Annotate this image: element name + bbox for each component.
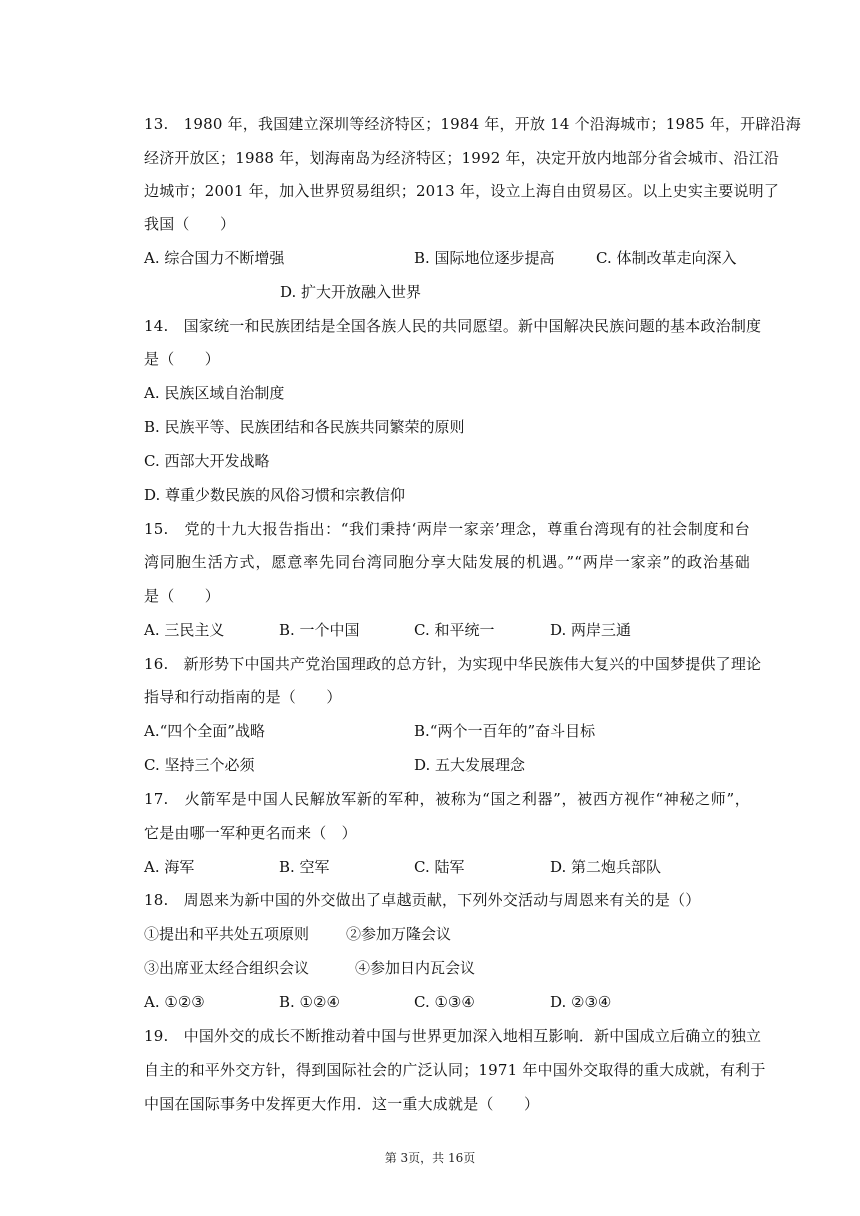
- q15-stem-line-2: 湾同胞生活方式，愿意率先同台湾同胞分享大陆发展的机遇。”“两岸一家亲”的政治基础: [144, 553, 750, 571]
- q18-item-4: ④参加日内瓦会议: [355, 959, 476, 977]
- q13-option-c: C. 体制改革走向深入: [596, 249, 737, 267]
- q18-item-1: ①提出和平共处五项原则: [144, 925, 310, 943]
- q17-stem-line-2: 它是由哪一军种更名而来（ ）: [144, 824, 357, 842]
- q15-option-d: D. 两岸三通: [550, 621, 632, 639]
- q17-option-c: C. 陆军: [414, 858, 465, 876]
- q14-option-b: B. 民族平等、民族团结和各民族共同繁荣的原则: [144, 418, 465, 436]
- q15-stem-line-3: 是（ ）: [144, 587, 221, 605]
- q17-option-b: B. 空军: [279, 858, 330, 876]
- q15-stem-line-1: 15. 党的十九大报告指出：“我们秉持‘两岸一家亲’理念，尊重台湾现有的社会制度和台: [144, 520, 750, 538]
- q14-option-d: D. 尊重少数民族的风俗习惯和宗教信仰: [144, 486, 406, 504]
- q16-stem-line-2: 指导和行动指南的是（ ）: [144, 688, 342, 706]
- q19-stem-line-2: 自主的和平外交方针，得到国际社会的广泛认同；1971 年中国外交取得的重大成就，有利于: [144, 1061, 766, 1079]
- q19-stem-line-3: 中国在国际事务中发挥更大作用．这一重大成就是（ ）: [144, 1095, 540, 1113]
- q18-option-b: B. ①②④: [279, 993, 340, 1011]
- q16-option-b: B.“两个一百年的”奋斗目标: [414, 722, 596, 740]
- q17-stem-line-1: 17. 火箭军是中国人民解放军新的军种，被称为“国之利器”，被西方视作“神秘之师”，: [144, 790, 750, 808]
- q16-stem-line-1: 16. 新形势下中国共产党治国理政的总方针，为实现中华民族伟大复兴的中国梦提供了理论: [144, 655, 762, 673]
- q15-option-a: A. 三民主义: [144, 621, 225, 639]
- q18-item-2: ②参加万隆会议: [346, 925, 452, 943]
- q18-item-3: ③出席亚太经合组织会议: [144, 959, 310, 977]
- q18-stem-line-1: 18. 周恩来为新中国的外交做出了卓越贡献，下列外交活动与周恩来有关的是（）: [144, 891, 701, 909]
- q17-option-d: D. 第二炮兵部队: [550, 858, 662, 876]
- q14-option-c: C. 西部大开发战略: [144, 452, 270, 470]
- page-number: 第 3页，共 16页: [384, 1151, 476, 1165]
- q16-option-d: D. 五大发展理念: [414, 756, 526, 774]
- q18-option-d: D. ②③④: [550, 993, 612, 1011]
- q14-stem-line-2: 是（ ）: [144, 350, 221, 368]
- q13-stem-line-1: 13. 1980 年，我国建立深圳等经济特区；1984 年，开放 14 个沿海城市；1985 年，开辟沿海: [144, 115, 801, 133]
- q14-stem-line-1: 14. 国家统一和民族团结是全国各族人民的共同愿望。新中国解决民族问题的基本政治制度: [144, 317, 762, 335]
- q13-option-b: B. 国际地位逐步提高: [414, 249, 555, 267]
- q13-stem-line-3: 边城市；2001 年，加入世界贸易组织；2013 年，设立上海自由贸易区。以上史实主要说明了: [144, 182, 780, 200]
- q16-option-a: A.“四个全面”战略: [144, 722, 265, 740]
- q18-option-a: A. ①②③: [144, 993, 205, 1011]
- q15-option-c: C. 和平统一: [414, 621, 495, 639]
- q15-option-b: B. 一个中国: [279, 621, 360, 639]
- q19-stem-line-1: 19. 中国外交的成长不断推动着中国与世界更加深入地相互影响．新中国成立后确立的独立: [144, 1027, 762, 1045]
- q16-option-c: C. 坚持三个必须: [144, 756, 255, 774]
- q13-option-d: D. 扩大开放融入世界: [280, 283, 422, 301]
- q13-stem-line-4: 我国（ ）: [144, 215, 236, 233]
- q13-stem-line-2: 经济开放区；1988 年，划海南岛为经济特区；1992 年，决定开放内地部分省会城市、沿江沿: [144, 149, 780, 167]
- q17-option-a: A. 海军: [144, 858, 195, 876]
- q13-option-a: A. 综合国力不断增强: [144, 249, 285, 267]
- q18-option-c: C. ①③④: [414, 993, 475, 1011]
- q14-option-a: A. 民族区域自治制度: [144, 384, 285, 402]
